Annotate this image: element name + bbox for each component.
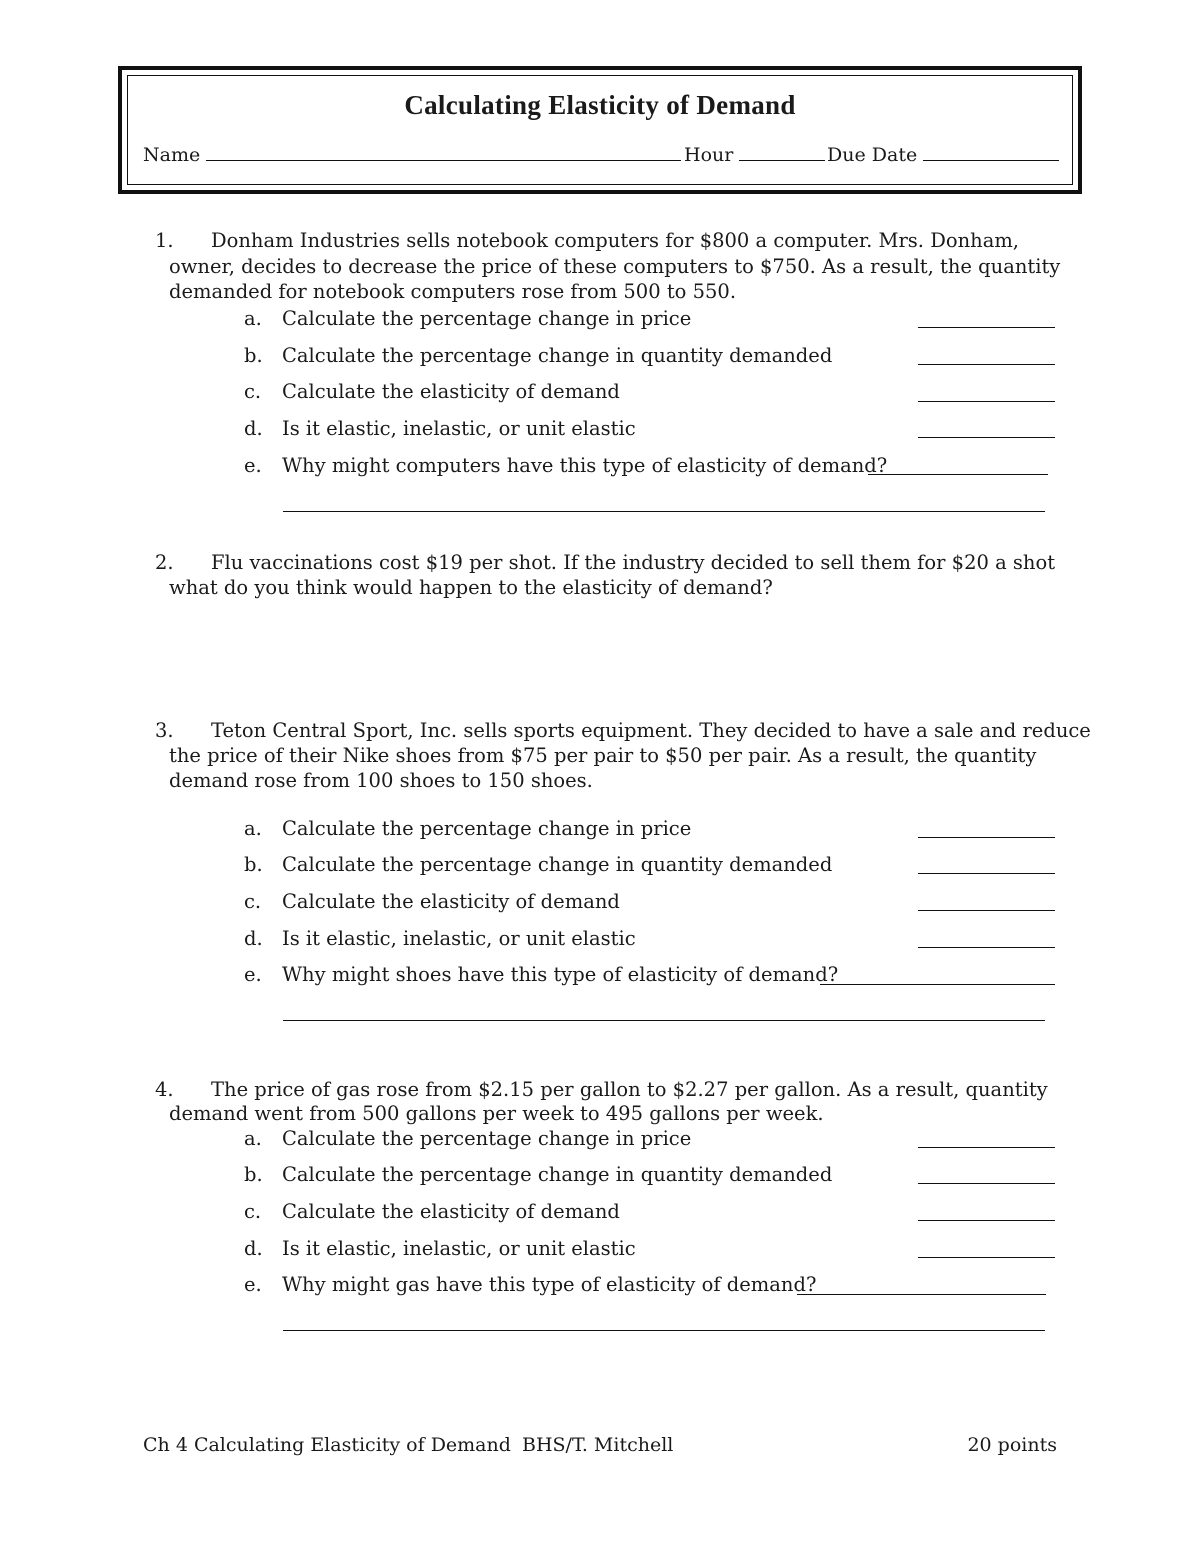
q3-answer-a[interactable] (918, 836, 1055, 838)
question-text: The price of gas rose from $2.15 per gallon to $2.27 per gallon. As a result, quantity (211, 1078, 1048, 1101)
question-text: demanded for notebook computers rose from 500 to 550. (169, 280, 737, 303)
name-field-row (143, 142, 681, 166)
due-date-field[interactable] (923, 142, 1059, 161)
q1-answer-d[interactable] (918, 436, 1055, 438)
name-label: Name (143, 144, 201, 166)
question-text: owner, decides to decrease the price of these computers to $750. As a result, the quantity (169, 255, 1061, 278)
header-inner-border (127, 75, 1073, 185)
question-text: the price of their Nike shoes from $75 per pair to $50 per pair. As a result, the quantity (169, 744, 1037, 767)
part-text: Calculate the percentage change in price (282, 817, 692, 840)
question-number: 4. (155, 1078, 174, 1101)
hour-field[interactable] (739, 142, 825, 161)
due-date-label: Due Date (827, 144, 918, 166)
question-number: 1. (155, 229, 174, 252)
q1-answer-b[interactable] (918, 363, 1055, 365)
q3-answer-e-inline[interactable] (820, 983, 1055, 985)
question-text: Flu vaccinations cost $19 per shot. If the industry decided to sell them for $20 a shot (211, 551, 1056, 574)
part-text: Calculate the elasticity of demand (282, 380, 620, 403)
part-letter: e. (244, 454, 262, 477)
q4-answer-e-line[interactable] (283, 1329, 1045, 1331)
part-text: Calculate the elasticity of demand (282, 1200, 620, 1223)
part-text: Is it elastic, inelastic, or unit elastic (282, 927, 636, 950)
footer-points: 20 points (967, 1434, 1057, 1456)
part-text: Why might gas have this type of elasticity of demand? (282, 1273, 817, 1296)
footer-title: Ch 4 Calculating Elasticity of Demand (143, 1434, 511, 1456)
q1-answer-e-line[interactable] (283, 510, 1045, 512)
part-letter: e. (244, 1273, 262, 1296)
q3-answer-d[interactable] (918, 946, 1055, 948)
hour-field-row (684, 142, 825, 166)
part-letter: b. (244, 853, 263, 876)
question-number: 2. (155, 551, 174, 574)
q3-answer-e-line[interactable] (283, 1019, 1045, 1021)
part-text: Why might shoes have this type of elasticity of demand? (282, 963, 839, 986)
due-date-field-row (827, 142, 1059, 166)
question-number: 3. (155, 719, 174, 742)
part-text: Calculate the percentage change in price (282, 1127, 692, 1150)
part-text: Is it elastic, inelastic, or unit elastic (282, 1237, 636, 1260)
q1-answer-a[interactable] (918, 326, 1055, 328)
part-letter: e. (244, 963, 262, 986)
page-title: Calculating Elasticity of Demand (404, 90, 796, 120)
part-letter: c. (244, 380, 262, 403)
part-letter: d. (244, 1237, 263, 1260)
header-box (118, 66, 1082, 194)
q4-answer-e-inline[interactable] (797, 1293, 1046, 1295)
q4-answer-d[interactable] (918, 1256, 1055, 1258)
part-text: Calculate the percentage change in quantity demanded (282, 344, 833, 367)
q3-answer-b[interactable] (918, 872, 1055, 874)
part-letter: a. (244, 1127, 262, 1150)
q4-answer-c[interactable] (918, 1219, 1055, 1221)
part-text: Calculate the percentage change in quantity demanded (282, 853, 833, 876)
question-text: Donham Industries sells notebook computers for $800 a computer. Mrs. Donham, (211, 229, 1020, 252)
part-letter: b. (244, 1163, 263, 1186)
part-letter: d. (244, 927, 263, 950)
part-letter: c. (244, 1200, 262, 1223)
q1-answer-c[interactable] (918, 400, 1055, 402)
question-text: Teton Central Sport, Inc. sells sports equipment. They decided to have a sale and reduce (211, 719, 1091, 742)
q1-answer-e-inline[interactable] (868, 473, 1048, 475)
part-letter: a. (244, 307, 262, 330)
part-letter: c. (244, 890, 262, 913)
part-text: Is it elastic, inelastic, or unit elastic (282, 417, 636, 440)
name-field[interactable] (206, 142, 681, 161)
footer-author: BHS/T. Mitchell (522, 1434, 674, 1456)
part-letter: d. (244, 417, 263, 440)
q3-answer-c[interactable] (918, 909, 1055, 911)
part-text: Calculate the elasticity of demand (282, 890, 620, 913)
question-text: demand rose from 100 shoes to 150 shoes. (169, 769, 593, 792)
part-text: Why might computers have this type of elasticity of demand? (282, 454, 888, 477)
part-text: Calculate the percentage change in quantity demanded (282, 1163, 833, 1186)
q4-answer-a[interactable] (918, 1146, 1055, 1148)
part-letter: a. (244, 817, 262, 840)
part-letter: b. (244, 344, 263, 367)
part-text: Calculate the percentage change in price (282, 307, 692, 330)
q4-answer-b[interactable] (918, 1182, 1055, 1184)
question-text: what do you think would happen to the elasticity of demand? (169, 576, 773, 599)
question-text: demand went from 500 gallons per week to 495 gallons per week. (169, 1102, 824, 1125)
hour-label: Hour (684, 144, 734, 166)
